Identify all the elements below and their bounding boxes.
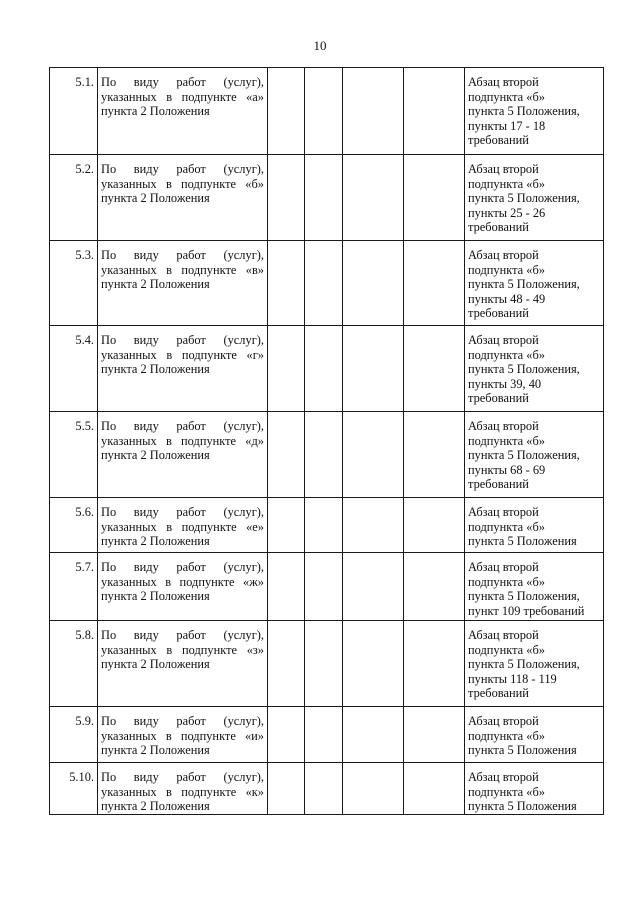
reference-line: Абзац второй	[468, 162, 539, 176]
empty-cell	[343, 155, 404, 241]
work-type-description	[98, 412, 268, 498]
regulation-reference	[465, 68, 604, 155]
reference-line: Абзац второй	[468, 714, 539, 728]
description-line: пункта 2 Положения	[101, 743, 210, 758]
work-type-description	[98, 763, 268, 815]
work-type-description	[98, 155, 268, 241]
table-row	[50, 68, 604, 155]
work-type-description	[98, 553, 268, 621]
description-line: указанных в подпункте «д»	[101, 433, 264, 448]
empty-cell	[268, 412, 305, 498]
description-line: указанных в подпункте «ж»	[101, 574, 264, 589]
reference-line: пункта 5 Положения	[468, 799, 577, 814]
empty-cell	[268, 155, 305, 241]
row-number: 5.9.	[50, 707, 98, 763]
empty-cell	[404, 155, 465, 241]
empty-cell	[404, 553, 465, 621]
empty-cell	[268, 326, 305, 412]
empty-cell	[305, 763, 343, 815]
reference-line: пункта 5 Положения,	[468, 104, 580, 119]
reference-line: подпункта «б»	[468, 176, 545, 191]
reference-line: пункты 68 - 69	[468, 462, 546, 477]
table-row	[50, 241, 604, 326]
empty-cell	[268, 498, 305, 553]
reference-line: Абзац второй	[468, 248, 539, 262]
empty-cell	[305, 621, 343, 707]
reference-line: подпункта «б»	[468, 347, 545, 362]
work-type-description	[98, 68, 268, 155]
reference-line: Абзац второй	[468, 419, 539, 433]
row-number: 5.4.	[50, 326, 98, 412]
description-line: По виду работ (услуг),	[101, 419, 264, 433]
table-row	[50, 763, 604, 815]
reference-line: пункта 5 Положения	[468, 534, 577, 549]
reference-line: требований	[468, 391, 529, 406]
description-line: По виду работ (услуг),	[101, 333, 264, 347]
description-line: пункта 2 Положения	[101, 277, 210, 292]
reference-line: пункта 5 Положения,	[468, 277, 580, 292]
requirements-table	[49, 67, 604, 815]
regulation-reference	[465, 326, 604, 412]
empty-cell	[404, 68, 465, 155]
reference-line: пункты 39, 40	[468, 376, 542, 391]
row-number: 5.10.	[50, 763, 98, 815]
empty-cell	[343, 621, 404, 707]
empty-cell	[268, 68, 305, 155]
table-row	[50, 621, 604, 707]
empty-cell	[404, 326, 465, 412]
reference-line: пункта 5 Положения,	[468, 191, 580, 206]
empty-cell	[305, 498, 343, 553]
regulation-reference	[465, 498, 604, 553]
empty-cell	[343, 68, 404, 155]
reference-line: подпункта «б»	[468, 642, 545, 657]
reference-line: подпункта «б»	[468, 433, 545, 448]
work-type-description	[98, 621, 268, 707]
work-type-description	[98, 707, 268, 763]
work-type-description	[98, 241, 268, 326]
description-line: пункта 2 Положения	[101, 362, 210, 377]
reference-line: подпункта «б»	[468, 574, 545, 589]
regulation-reference	[465, 707, 604, 763]
row-number: 5.2.	[50, 155, 98, 241]
row-number: 5.6.	[50, 498, 98, 553]
description-line: пункта 2 Положения	[101, 657, 210, 672]
reference-line: требований	[468, 477, 529, 492]
empty-cell	[343, 498, 404, 553]
empty-cell	[343, 553, 404, 621]
description-line: По виду работ (услуг),	[101, 505, 264, 519]
table-row	[50, 553, 604, 621]
description-line: По виду работ (услуг),	[101, 714, 264, 728]
row-number: 5.7.	[50, 553, 98, 621]
empty-cell	[404, 241, 465, 326]
empty-cell	[343, 763, 404, 815]
row-number: 5.5.	[50, 412, 98, 498]
reference-line: пункты 48 - 49	[468, 291, 546, 306]
empty-cell	[404, 412, 465, 498]
row-number: 5.1.	[50, 68, 98, 155]
regulation-reference	[465, 412, 604, 498]
reference-line: требований	[468, 220, 529, 235]
reference-line: требований	[468, 133, 529, 148]
table-row	[50, 707, 604, 763]
empty-cell	[305, 412, 343, 498]
empty-cell	[343, 412, 404, 498]
empty-cell	[404, 621, 465, 707]
reference-line: Абзац второй	[468, 770, 539, 784]
empty-cell	[268, 763, 305, 815]
empty-cell	[404, 707, 465, 763]
row-number: 5.3.	[50, 241, 98, 326]
page-number: 10	[313, 38, 327, 53]
description-line: По виду работ (услуг),	[101, 75, 264, 89]
empty-cell	[305, 68, 343, 155]
description-line: По виду работ (услуг),	[101, 770, 264, 784]
table-body	[50, 68, 604, 815]
empty-cell	[268, 621, 305, 707]
description-line: указанных в подпункте «а»	[101, 89, 264, 104]
reference-line: пункты 118 - 119	[468, 671, 557, 686]
empty-cell	[343, 326, 404, 412]
reference-line: Абзац второй	[468, 333, 539, 347]
reference-line: пункта 5 Положения,	[468, 589, 580, 604]
reference-line: подпункта «б»	[468, 519, 545, 534]
description-line: указанных в подпункте «к»	[101, 784, 264, 799]
description-line: указанных в подпункте «в»	[101, 262, 264, 277]
description-line: указанных в подпункте «и»	[101, 728, 264, 743]
empty-cell	[343, 707, 404, 763]
reference-line: Абзац второй	[468, 560, 539, 574]
description-line: указанных в подпункте «г»	[101, 347, 264, 362]
description-line: указанных в подпункте «е»	[101, 519, 264, 534]
description-line: По виду работ (услуг),	[101, 560, 264, 574]
reference-line: требований	[468, 686, 529, 701]
table-row	[50, 412, 604, 498]
reference-line: пункта 5 Положения	[468, 743, 577, 758]
reference-line: пункт 109 требований	[468, 603, 585, 618]
empty-cell	[268, 553, 305, 621]
empty-cell	[404, 498, 465, 553]
reference-line: Абзац второй	[468, 505, 539, 519]
reference-line: подпункта «б»	[468, 728, 545, 743]
reference-line: требований	[468, 306, 529, 321]
reference-line: подпункта «б»	[468, 262, 545, 277]
regulation-reference	[465, 241, 604, 326]
empty-cell	[268, 707, 305, 763]
description-line: пункта 2 Положения	[101, 104, 210, 119]
regulation-reference	[465, 155, 604, 241]
regulation-reference	[465, 553, 604, 621]
table-row	[50, 155, 604, 241]
description-line: пункта 2 Положения	[101, 534, 210, 549]
regulation-reference	[465, 621, 604, 707]
table-row	[50, 326, 604, 412]
description-line: пункта 2 Положения	[101, 191, 210, 206]
table-row	[50, 498, 604, 553]
empty-cell	[305, 553, 343, 621]
row-number: 5.8.	[50, 621, 98, 707]
regulation-reference	[465, 763, 604, 815]
description-line: пункта 2 Положения	[101, 799, 210, 814]
reference-line: подпункта «б»	[468, 89, 545, 104]
reference-line: пункта 5 Положения,	[468, 657, 580, 672]
reference-line: подпункта «б»	[468, 784, 545, 799]
reference-line: пункты 17 - 18	[468, 118, 546, 133]
description-line: пункта 2 Положения	[101, 589, 210, 604]
reference-line: пункта 5 Положения,	[468, 362, 580, 377]
empty-cell	[305, 241, 343, 326]
description-line: По виду работ (услуг),	[101, 248, 264, 262]
empty-cell	[305, 326, 343, 412]
work-type-description	[98, 498, 268, 553]
work-type-description	[98, 326, 268, 412]
empty-cell	[343, 241, 404, 326]
empty-cell	[305, 707, 343, 763]
description-line: указанных в подпункте «з»	[101, 642, 264, 657]
description-line: пункта 2 Положения	[101, 448, 210, 463]
empty-cell	[404, 763, 465, 815]
description-line: По виду работ (услуг),	[101, 162, 264, 176]
empty-cell	[268, 241, 305, 326]
reference-line: пункты 25 - 26	[468, 205, 546, 220]
empty-cell	[305, 155, 343, 241]
reference-line: Абзац второй	[468, 628, 539, 642]
description-line: указанных в подпункте «б»	[101, 176, 264, 191]
reference-line: Абзац второй	[468, 75, 539, 89]
reference-line: пункта 5 Положения,	[468, 448, 580, 463]
description-line: По виду работ (услуг),	[101, 628, 264, 642]
